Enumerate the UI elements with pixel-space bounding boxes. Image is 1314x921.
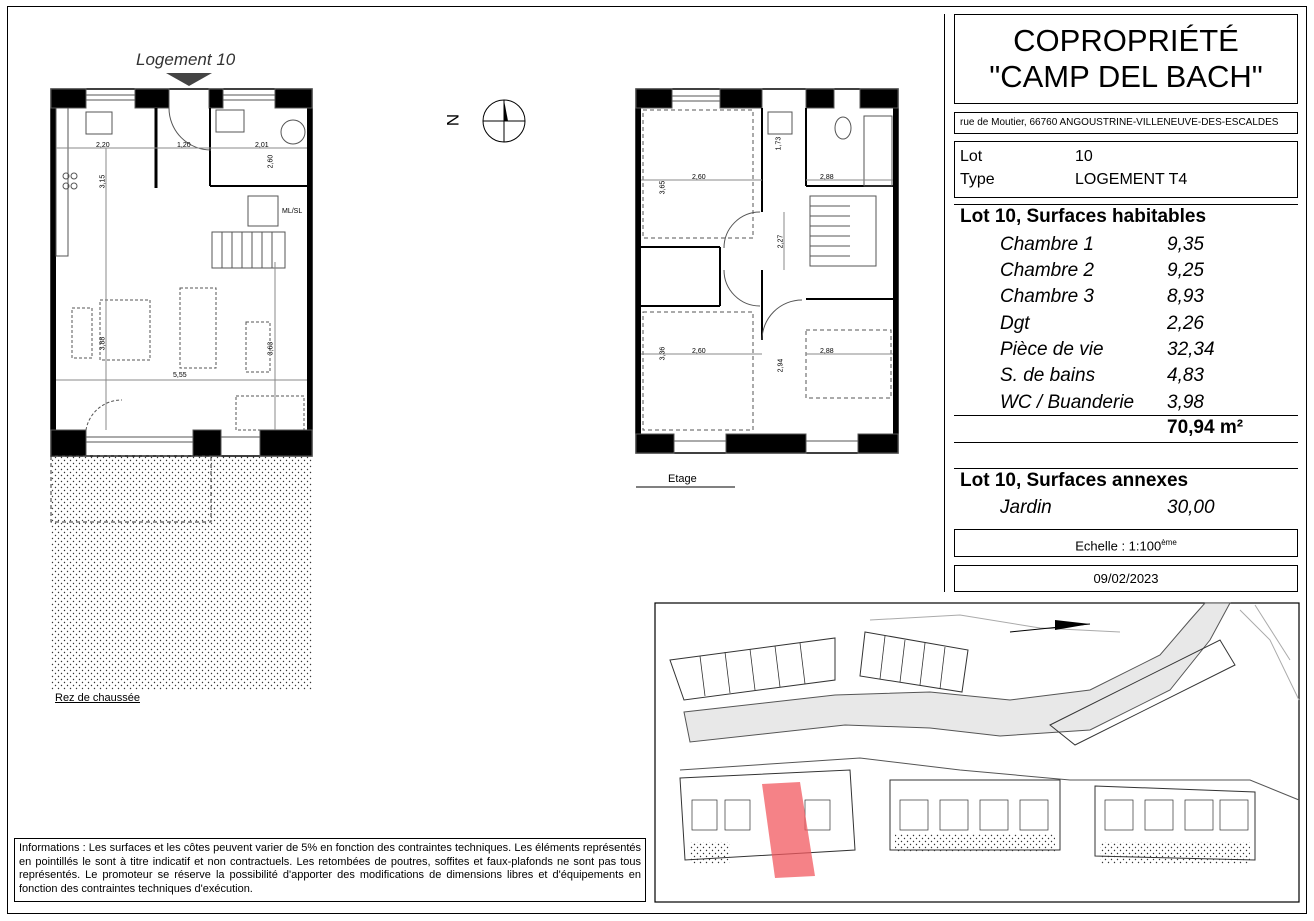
dim-label: 2,20: [96, 142, 110, 149]
dim-label: 2,60: [267, 154, 275, 169]
room-name: Pièce de vie: [1000, 339, 1104, 360]
lot-value: 10: [1075, 148, 1093, 165]
room-name: Chambre 2: [1000, 260, 1094, 281]
room-name: WC / Buanderie: [1000, 392, 1135, 413]
room-value: 30,00: [1167, 497, 1215, 518]
dim-label: 3,36: [659, 346, 667, 361]
dim-label: 2,60: [692, 174, 706, 181]
dim-label: 1,20: [177, 142, 191, 149]
dim-label: 2,01: [255, 142, 269, 149]
divider: [954, 204, 1298, 205]
room-value: 9,35: [1167, 234, 1204, 255]
upper-floor-caption: Etage: [668, 473, 697, 485]
divider: [954, 442, 1298, 443]
scale-label: Echelle : 1:100: [1075, 538, 1162, 554]
room-name: Chambre 3: [1000, 286, 1094, 307]
annexes-title: Lot 10, Surfaces annexes: [960, 470, 1189, 491]
room-value: 32,34: [1167, 339, 1215, 360]
room-value: 3,98: [1167, 392, 1204, 413]
upper-floor-plan: [636, 89, 898, 453]
logement-label: Logement 10: [136, 50, 236, 69]
type-label: Type: [960, 171, 995, 188]
lot-box: [954, 141, 1298, 198]
site-plan: [655, 603, 1299, 902]
room-value: 8,93: [1167, 286, 1204, 307]
north-compass-icon: [483, 100, 525, 142]
dim-label: 3,63: [267, 341, 275, 356]
information-note: Informations : Les surfaces et les côtes peuvent varier de 5% en fonction des contraintes techniques. Les éléments représentés en pointillés le sont à titre indicatif et non contractuels. Les retombées de poutres, soffites et faux-plafonds ne sont pas tous représentés. Le promoteur se réserve la possibilité d'apporter des modifications de dimensions libres et d'équipements en fonction des contraintes techniques d'exécution.: [14, 838, 646, 902]
dim-label: 2,27: [777, 234, 785, 249]
address-box: rue de Moutier, 66760 ANGOUSTRINE-VILLENEUVE-DES-ESCALDES: [954, 112, 1298, 134]
scale-box: [954, 529, 1298, 557]
ml-sl-label: ML/SL: [282, 208, 303, 215]
dim-label: 5,55: [173, 372, 187, 379]
lot-highlight: [762, 782, 815, 878]
room-name: Jardin: [1000, 497, 1052, 518]
lot-label: Lot: [960, 148, 983, 165]
room-value: 4,83: [1167, 365, 1204, 386]
dim-label: 3,88: [99, 336, 107, 351]
room-name: Chambre 1: [1000, 234, 1094, 255]
dim-label: 2,88: [820, 348, 834, 355]
room-value: 2,26: [1167, 313, 1204, 334]
type-value: LOGEMENT T4: [1075, 171, 1188, 188]
habitable-title: Lot 10, Surfaces habitables: [960, 206, 1207, 227]
dim-label: 3,15: [99, 174, 107, 189]
dim-label: 2,88: [820, 174, 834, 181]
scale-suffix: ème: [1161, 538, 1177, 547]
garden-area: [51, 456, 312, 690]
divider: [954, 468, 1298, 469]
logement-marker-icon: [166, 73, 212, 86]
dim-label: 2,94: [777, 358, 785, 373]
room-name: Dgt: [1000, 313, 1030, 334]
project-title-line1: COPROPRIÉTÉ: [1013, 23, 1239, 58]
date-box: 09/02/2023: [954, 565, 1298, 592]
habitable-total: 70,94 m²: [1167, 417, 1244, 438]
divider: [954, 415, 1298, 416]
project-title-box: [954, 14, 1298, 104]
ground-floor-caption: Rez de chaussée: [55, 692, 140, 704]
north-label: N: [443, 113, 463, 127]
dim-label: 3,65: [659, 180, 667, 195]
dim-label: 2,60: [692, 348, 706, 355]
room-value: 9,25: [1167, 260, 1204, 281]
project-title-line2: "CAMP DEL BACH": [989, 59, 1263, 94]
dim-label: 1,73: [775, 136, 783, 151]
room-name: S. de bains: [1000, 365, 1096, 386]
